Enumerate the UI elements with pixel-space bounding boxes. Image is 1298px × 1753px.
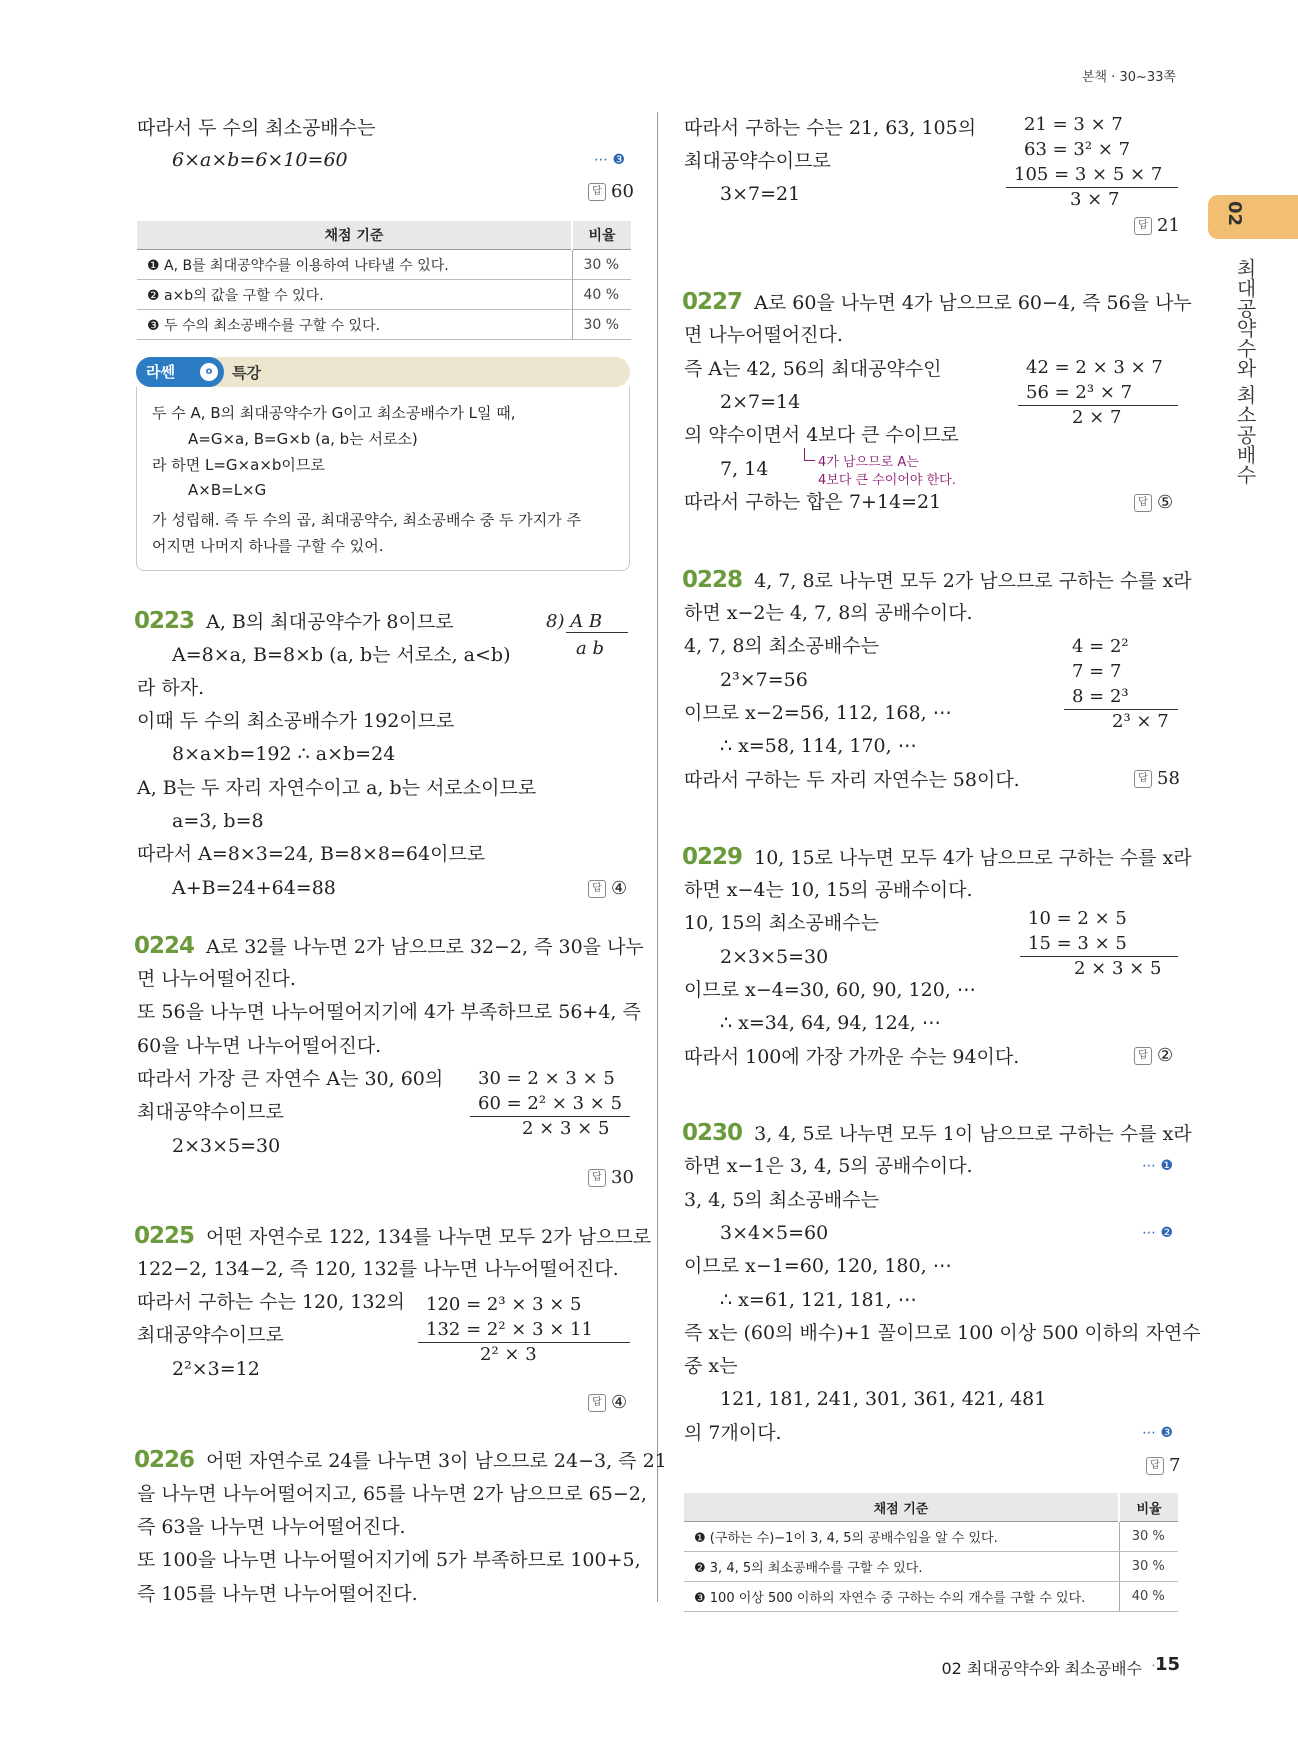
problem-0223 [134,609,454,634]
problem-0224 [134,934,644,959]
division-line-2: a b [576,638,604,659]
text-line: 따라서 A=8×3=24, B=8×8=64이므로 [137,843,486,865]
lecture-badge-text: 라쎈 [146,363,175,381]
calc-line: 56 = 2³ × 7 [1026,382,1133,403]
text-line: 중 x는 [684,1355,738,1377]
answer-value: 58 [1157,768,1180,789]
grading-criteria-right [684,1493,1178,1612]
answer-0224 [588,1167,634,1188]
text-line: 따라서 가장 큰 자연수 A는 30, 60의 [137,1068,444,1090]
criteria-row: ❷ 3, 4, 5의 최소공배수를 구할 수 있다. [684,1552,1119,1582]
answer-icon: 답 [1134,770,1152,788]
text-line: 따라서 100에 가장 가까운 수는 94이다. [684,1046,1020,1068]
text-line: 7, 14 [720,458,769,480]
answer-0230 [1146,1455,1180,1476]
answer-icon: 답 [588,1394,606,1412]
text-line: A로 60을 나누면 4가 남으므로 60−4, 즉 56을 나누 [754,292,1192,314]
text-line: 10, 15의 최소공배수는 [684,912,879,934]
text-line: 어떤 자연수로 24를 나누면 3이 남으므로 24−3, 즉 21 [206,1450,667,1472]
problem-id: 0224 [134,933,195,959]
text-line: 즉 63을 나누면 나누어떨어진다. [137,1516,406,1538]
chapter-number: 02 [1224,200,1246,227]
text-line: 하면 x−1은 3, 4, 5의 공배수이다. [684,1155,973,1177]
criteria-header: 채점 기준 [684,1493,1119,1522]
calc-line: 4 = 2² [1072,636,1129,657]
footer-separator: · [1150,1656,1156,1675]
answer-value: ② [1157,1045,1174,1066]
text-line: 하면 x−4는 10, 15의 공배수이다. [684,879,973,901]
lecture-line: 어지면 나머지 하나를 구할 수 있어. [152,537,384,555]
calc-line: 21 = 3 × 7 [1024,114,1123,135]
text-line: ∴ x=34, 64, 94, 124, ⋯ [720,1012,941,1034]
calc-line: 30 = 2 × 3 × 5 [478,1068,615,1089]
answer-value: ④ [611,878,628,899]
page-reference: 본책 · 30~33쪽 [1081,70,1176,85]
calc-result: 2 × 3 × 5 [522,1118,610,1139]
problem-0225 [134,1224,651,1249]
answer-top [1134,215,1180,236]
problem-id: 0227 [682,289,743,315]
text-line: 또 56을 나누면 나누어떨어지기에 4가 부족하므로 56+4, 즉 [137,1001,641,1023]
calc-result: 2 × 7 [1072,407,1122,428]
text-line: 2×3×5=30 [172,1135,281,1157]
lecture-line: A×B=L×G [188,481,267,499]
text-line: A+B=24+64=88 [172,877,336,899]
text-line: 2³×7=56 [720,669,808,691]
intro-line-1: 따라서 두 수의 최소공배수는 [137,117,376,139]
criteria-ratio: 40 % [1119,1582,1178,1612]
text-line: 8×a×b=192 ∴ a×b=24 [172,743,396,765]
lecture-line: 가 성립해. 즉 두 수의 곱, 최대공약수, 최소공배수 중 두 가지가 주 [152,511,582,529]
calc-line: 8 = 2³ [1072,686,1129,707]
step-mark-3: ⋯ ❸ [1142,1425,1174,1441]
side-note: 4가 남으므로 A는 [818,455,919,470]
text-line: 이때 두 수의 최소공배수가 192이므로 [137,710,455,732]
criteria-row: ❶ (구하는 수)−1이 3, 4, 5의 공배수임을 알 수 있다. [684,1522,1119,1552]
problem-0227 [682,290,1192,315]
intro-line-2: 6×a×b=6×10=60 [172,149,348,171]
text-line: 이므로 x−2=56, 112, 168, ⋯ [684,702,952,724]
chapter-title-vertical: 최대공약수와 최소공배수 [1233,258,1257,485]
text-line: ∴ x=58, 114, 170, ⋯ [720,735,917,757]
answer-0225 [588,1392,627,1413]
calc-line: 10 = 2 × 5 [1028,908,1127,929]
problem-id: 0228 [682,567,743,593]
text-line: 최대공약수이므로 [137,1101,284,1123]
text-line: 라 하자. [137,677,205,699]
criteria-header: 채점 기준 [137,221,572,250]
text-line: 즉 105를 나누면 나누어떨어진다. [137,1583,418,1605]
ratio-header: 비율 [1119,1493,1178,1522]
chapter-tab [1208,195,1298,239]
answer-icon: 답 [588,183,606,201]
lecture-badge [136,357,224,387]
answer-0228 [1134,768,1180,789]
answer-icon: 답 [1146,1457,1164,1475]
text-line: 3×4×5=60 [720,1222,829,1244]
text-line: A로 32를 나누면 2가 남으므로 32−2, 즉 30을 나누 [206,936,644,958]
text-line: 또 100을 나누면 나누어떨어지기에 5가 부족하므로 100+5, [137,1549,641,1571]
calc-line: 42 = 2 × 3 × 7 [1026,357,1163,378]
text-line: 즉 A는 42, 56의 최대공약수인 [684,358,942,380]
answer-value: 60 [611,181,634,202]
calc-line: 120 = 2³ × 3 × 5 [426,1294,582,1315]
step-mark-3: ⋯ ❸ [594,152,626,168]
problem-id: 0230 [682,1120,743,1146]
answer-0227 [1134,492,1173,513]
answer-intro [588,181,634,202]
criteria-ratio: 30 % [572,310,631,340]
text-line: 면 나누어떨어진다. [684,324,843,346]
text-line: 의 약수이면서 4보다 큰 수이므로 [684,424,959,446]
text-line: 10, 15로 나누면 모두 4가 남으므로 구하는 수를 x라 [754,847,1192,869]
text-line: 을 나누면 나누어떨어지고, 65를 나누면 2가 남으므로 65−2, [137,1483,647,1505]
text-line: 이므로 x−4=30, 60, 90, 120, ⋯ [684,979,976,1001]
lecture-line: 라 하면 L=G×a×b이므로 [152,456,325,474]
text-line: 따라서 구하는 수는 21, 63, 105의 [684,117,977,139]
text-line: 어떤 자연수로 122, 134를 나누면 모두 2가 남으므로 [206,1226,652,1248]
text-line: 즉 x는 (60의 배수)+1 꼴이므로 100 이상 500 이하의 자연수 [684,1322,1201,1344]
text-line: 따라서 구하는 합은 7+14=21 [684,491,942,513]
text-line: 3, 4, 5의 최소공배수는 [684,1189,879,1211]
footer-title: 02 최대공약수와 최소공배수 [941,1659,1142,1678]
text-line: 이므로 x−1=60, 120, 180, ⋯ [684,1255,952,1277]
text-line: 최대공약수이므로 [684,150,831,172]
text-line: 2×7=14 [720,391,801,413]
text-line: 60을 나누면 나누어떨어진다. [137,1035,382,1057]
text-line: 따라서 구하는 수는 120, 132의 [137,1291,405,1313]
text-line: 최대공약수이므로 [137,1324,284,1346]
answer-value: ④ [611,1392,628,1413]
text-line: 121, 181, 241, 301, 361, 421, 481 [720,1388,1047,1410]
criteria-row: ❸ 100 이상 500 이하의 자연수 중 구하는 수의 개수를 구할 수 있다. [684,1582,1119,1612]
calc-line: 105 = 3 × 5 × 7 [1014,164,1163,185]
calc-line: 132 = 2² × 3 × 11 [426,1319,593,1340]
text-line: 3×7=21 [720,183,801,205]
problem-0229 [682,845,1192,870]
problem-id: 0223 [134,608,195,634]
grading-criteria-left [137,221,631,340]
answer-value: ⑤ [1157,492,1174,513]
text-line: 122−2, 134−2, 즉 120, 132를 나누면 나누어떨어진다. [137,1258,619,1280]
criteria-ratio: 30 % [1119,1552,1178,1582]
text-line: 4, 7, 8로 나누면 모두 2가 남으므로 구하는 수를 x라 [754,570,1192,592]
calc-line: 7 = 7 [1072,661,1122,682]
problem-0230 [682,1121,1192,1146]
text-line: 3, 4, 5로 나누면 모두 1이 남으므로 구하는 수를 x라 [754,1123,1192,1145]
division-bar [566,632,628,633]
problem-id: 0225 [134,1223,195,1249]
problem-id: 0229 [682,844,743,870]
badge-circle-icon: o [200,363,218,381]
answer-icon: 답 [1134,217,1152,235]
answer-0229 [1134,1045,1173,1066]
calc-line: 15 = 3 × 5 [1028,933,1127,954]
answer-icon: 답 [588,1169,606,1187]
answer-icon: 답 [1134,1047,1152,1065]
text-line: a=3, b=8 [172,810,264,832]
division-line-1: 8) A B [546,611,603,632]
step-mark-1: ⋯ ❶ [1142,1158,1174,1174]
calc-result: 3 × 7 [1070,189,1120,210]
criteria-row: ❶ A, B를 최대공약수를 이용하여 나타낼 수 있다. [137,250,572,280]
text-line: 하면 x−2는 4, 7, 8의 공배수이다. [684,602,973,624]
calc-line: 60 = 2² × 3 × 5 [478,1093,623,1114]
text-line: 의 7개이다. [684,1422,782,1444]
text-line: 따라서 구하는 두 자리 자연수는 58이다. [684,769,1020,791]
criteria-row: ❸ 두 수의 최소공배수를 구할 수 있다. [137,310,572,340]
text-line: 4, 7, 8의 최소공배수는 [684,635,879,657]
criteria-ratio: 30 % [572,250,631,280]
calc-line: 63 = 3² × 7 [1024,139,1131,160]
step-mark-2: ⋯ ❷ [1142,1225,1174,1241]
criteria-ratio: 40 % [572,280,631,310]
note-bracket [804,448,815,461]
ratio-header: 비율 [572,221,631,250]
problem-0228 [682,568,1192,593]
problem-id: 0226 [134,1447,195,1473]
answer-0223 [588,878,627,899]
criteria-row: ❷ a×b의 값을 구할 수 있다. [137,280,572,310]
text-line: A=8×a, B=8×b (a, b는 서로소, a<b) [172,644,511,666]
answer-value: 7 [1169,1455,1181,1476]
side-note: 4보다 큰 수이어야 한다. [818,473,956,488]
calc-result: 2 × 3 × 5 [1074,958,1162,979]
text-line: 2²×3=12 [172,1358,260,1380]
special-lecture-box [136,357,630,572]
answer-value: 30 [611,1167,634,1188]
criteria-ratio: 30 % [1119,1522,1178,1552]
text-line: 2×3×5=30 [720,946,829,968]
calc-result: 2² × 3 [480,1344,537,1365]
answer-icon: 답 [1134,494,1152,512]
answer-icon: 답 [588,880,606,898]
calc-result: 2³ × 7 [1112,711,1169,732]
text-line: 면 나누어떨어진다. [137,968,296,990]
text-line: ∴ x=61, 121, 181, ⋯ [720,1289,917,1311]
lecture-line: A=G×a, B=G×b (a, b는 서로소) [188,430,418,448]
text-line: A, B는 두 자리 자연수이고 a, b는 서로소이므로 [137,777,537,799]
answer-value: 21 [1157,215,1180,236]
lecture-title: 특강 [232,364,261,382]
text-line: A, B의 최대공약수가 8이므로 [206,611,454,633]
problem-0226 [134,1448,667,1473]
column-divider [657,112,658,1602]
page-number: 15 [1154,1654,1180,1675]
lecture-line: 두 수 A, B의 최대공약수가 G이고 최소공배수가 L일 때, [152,404,516,422]
